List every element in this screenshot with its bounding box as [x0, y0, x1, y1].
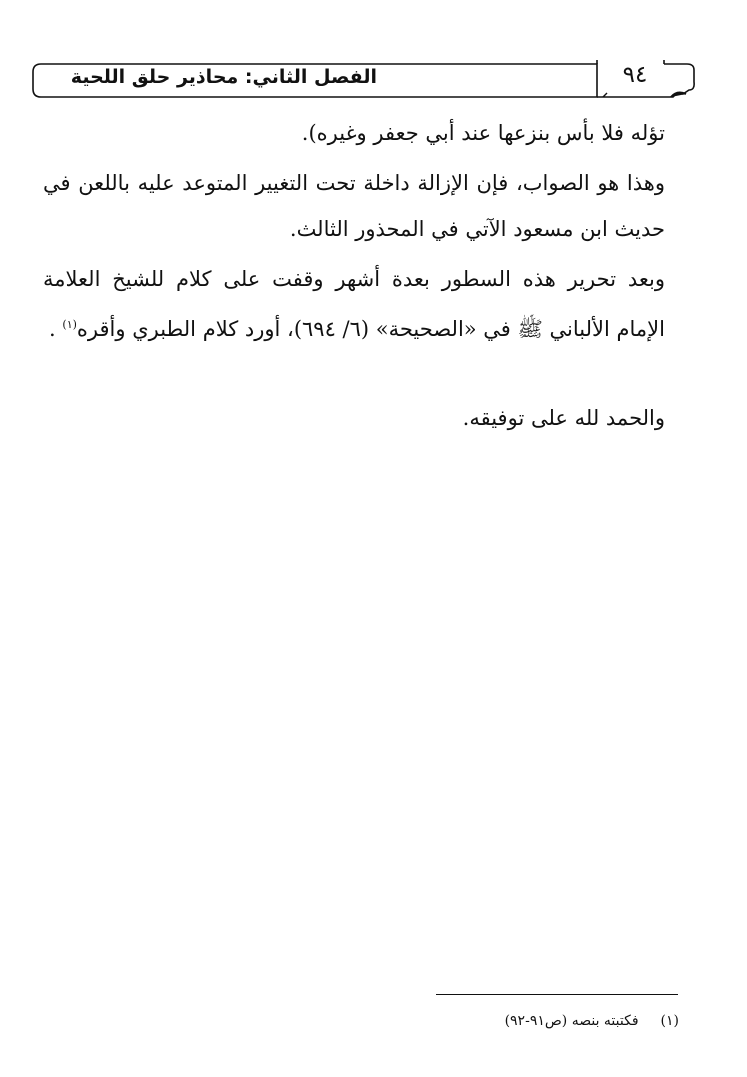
paragraph-4	[43, 395, 665, 441]
paragraph-2	[43, 160, 665, 252]
paragraph-2-text: وهذا هو الصواب، فإن الإزالة داخلة تحت التغيير المتوعد عليه باللعن في حديث ابن مسعود الآتي في المحذور الثالث.	[43, 171, 665, 241]
paragraph-3-end: .	[49, 317, 56, 341]
footnote-number: (١)	[660, 1013, 679, 1029]
paragraph-1	[43, 110, 665, 156]
running-header	[31, 60, 695, 98]
paragraph-3	[43, 256, 665, 352]
paragraph-4-text: والحمد لله على توفيقه.	[462, 406, 665, 430]
footnote-reference[interactable]: (١)	[62, 318, 77, 331]
page-number: ٩٤	[622, 62, 648, 88]
paragraph-3-text: وبعد تحرير هذه السطور بعدة أشهر وقفت على كلام للشيخ العلامة الإمام الألباني ﷺ في «الصحيحة» (٦/ ٦٩٤)، أورد كلام الطبري وأقره	[43, 267, 665, 341]
running-title: الفصل الثاني: محاذير حلق اللحية	[70, 66, 377, 88]
footnote	[505, 1013, 679, 1029]
paragraph-1-text: تؤله فلا بأس بنزعها عند أبي جعفر وغيره).	[301, 121, 665, 145]
footnote-text: فكتبته بنصه (ص٩١-٩٢)	[504, 1013, 639, 1029]
footnote-divider	[436, 994, 678, 995]
